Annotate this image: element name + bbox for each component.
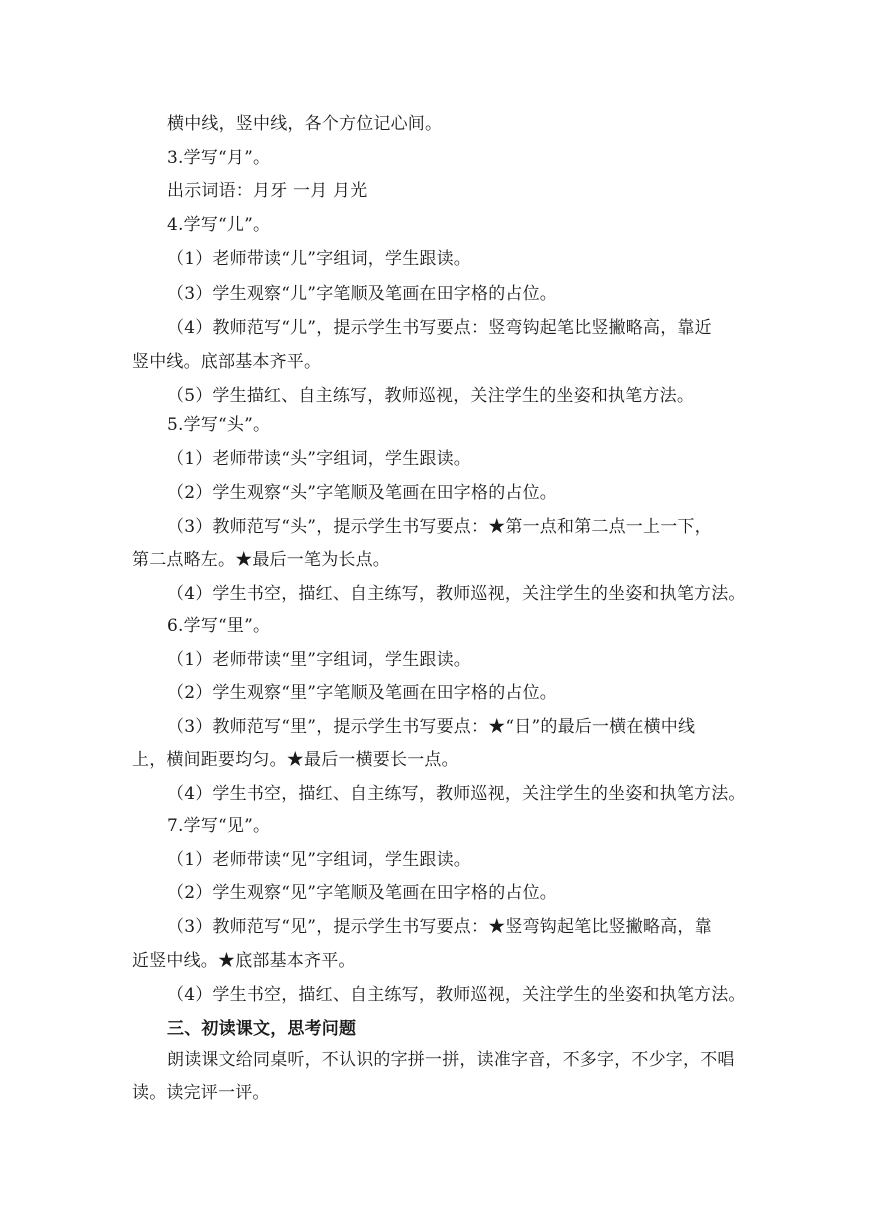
section-heading: 4.学写“儿”。 [167, 215, 271, 235]
section-heading: 6.学写“里”。 [167, 616, 271, 636]
list-item: （4）学生书空，描红、自主练写，教师巡视，关注学生的坐姿和执笔方法。 [167, 584, 746, 604]
text-line: 出示词语：月牙 一月 月光 [167, 181, 368, 201]
paragraph-line-continued: 读。读完评一评。 [132, 1083, 270, 1103]
list-item: （3）教师范写“头”，提示学生书写要点：★第一点和第二点一上一下， [167, 517, 712, 537]
paragraph-line: 朗读课文给同桌听，不认识的字拼一拼，读准字音，不多字，不少字，不唱 [167, 1050, 735, 1070]
list-item: （1）老师带读“里”字组词，学生跟读。 [167, 650, 471, 670]
list-item: （4）学生书空，描红、自主练写，教师巡视，关注学生的坐姿和执笔方法。 [167, 985, 746, 1005]
list-item-continued: 上，横间距要均匀。★最后一横要长一点。 [132, 750, 459, 770]
list-item: （1）老师带读“头”字组词，学生跟读。 [167, 449, 471, 469]
list-item-continued: 第二点略左。★最后一笔为长点。 [132, 550, 390, 570]
list-item: （4）学生书空，描红、自主练写，教师巡视，关注学生的坐姿和执笔方法。 [167, 784, 746, 804]
list-item: （3）教师范写“见”，提示学生书写要点：★竖弯钩起笔比竖撇略高，靠 [167, 917, 712, 937]
list-item: （4）教师范写“儿”，提示学生书写要点：竖弯钩起笔比竖撇略高，靠近 [167, 318, 712, 338]
list-item: （1）老师带读“儿”字组词，学生跟读。 [167, 249, 471, 269]
part-heading: 三、初读课文，思考问题 [167, 1019, 357, 1039]
list-item: （3）教师范写“里”，提示学生书写要点：★“日”的最后一横在横中线 [167, 717, 696, 737]
section-heading: 3.学写“月”。 [167, 148, 271, 168]
text-line: 横中线，竖中线，各个方位记心间。 [167, 114, 443, 134]
section-heading: 7.学写“见”。 [167, 816, 271, 836]
list-item: （5）学生描红、自主练写，教师巡视，关注学生的坐姿和执笔方法。 [167, 386, 695, 406]
list-item: （3）学生观察“儿”字笔顺及笔画在田字格的占位。 [167, 284, 557, 304]
list-item-continued: 近竖中线。★底部基本齐平。 [132, 951, 356, 971]
list-item: （1）老师带读“见”字组词，学生跟读。 [167, 850, 471, 870]
list-item-continued: 竖中线。底部基本齐平。 [132, 352, 322, 372]
list-item: （2）学生观察“里”字笔顺及笔画在田字格的占位。 [167, 683, 557, 703]
list-item: （2）学生观察“头”字笔顺及笔画在田字格的占位。 [167, 483, 557, 503]
list-item: （2）学生观察“见”字笔顺及笔画在田字格的占位。 [167, 883, 557, 903]
section-heading: 5.学写“头”。 [167, 415, 271, 435]
